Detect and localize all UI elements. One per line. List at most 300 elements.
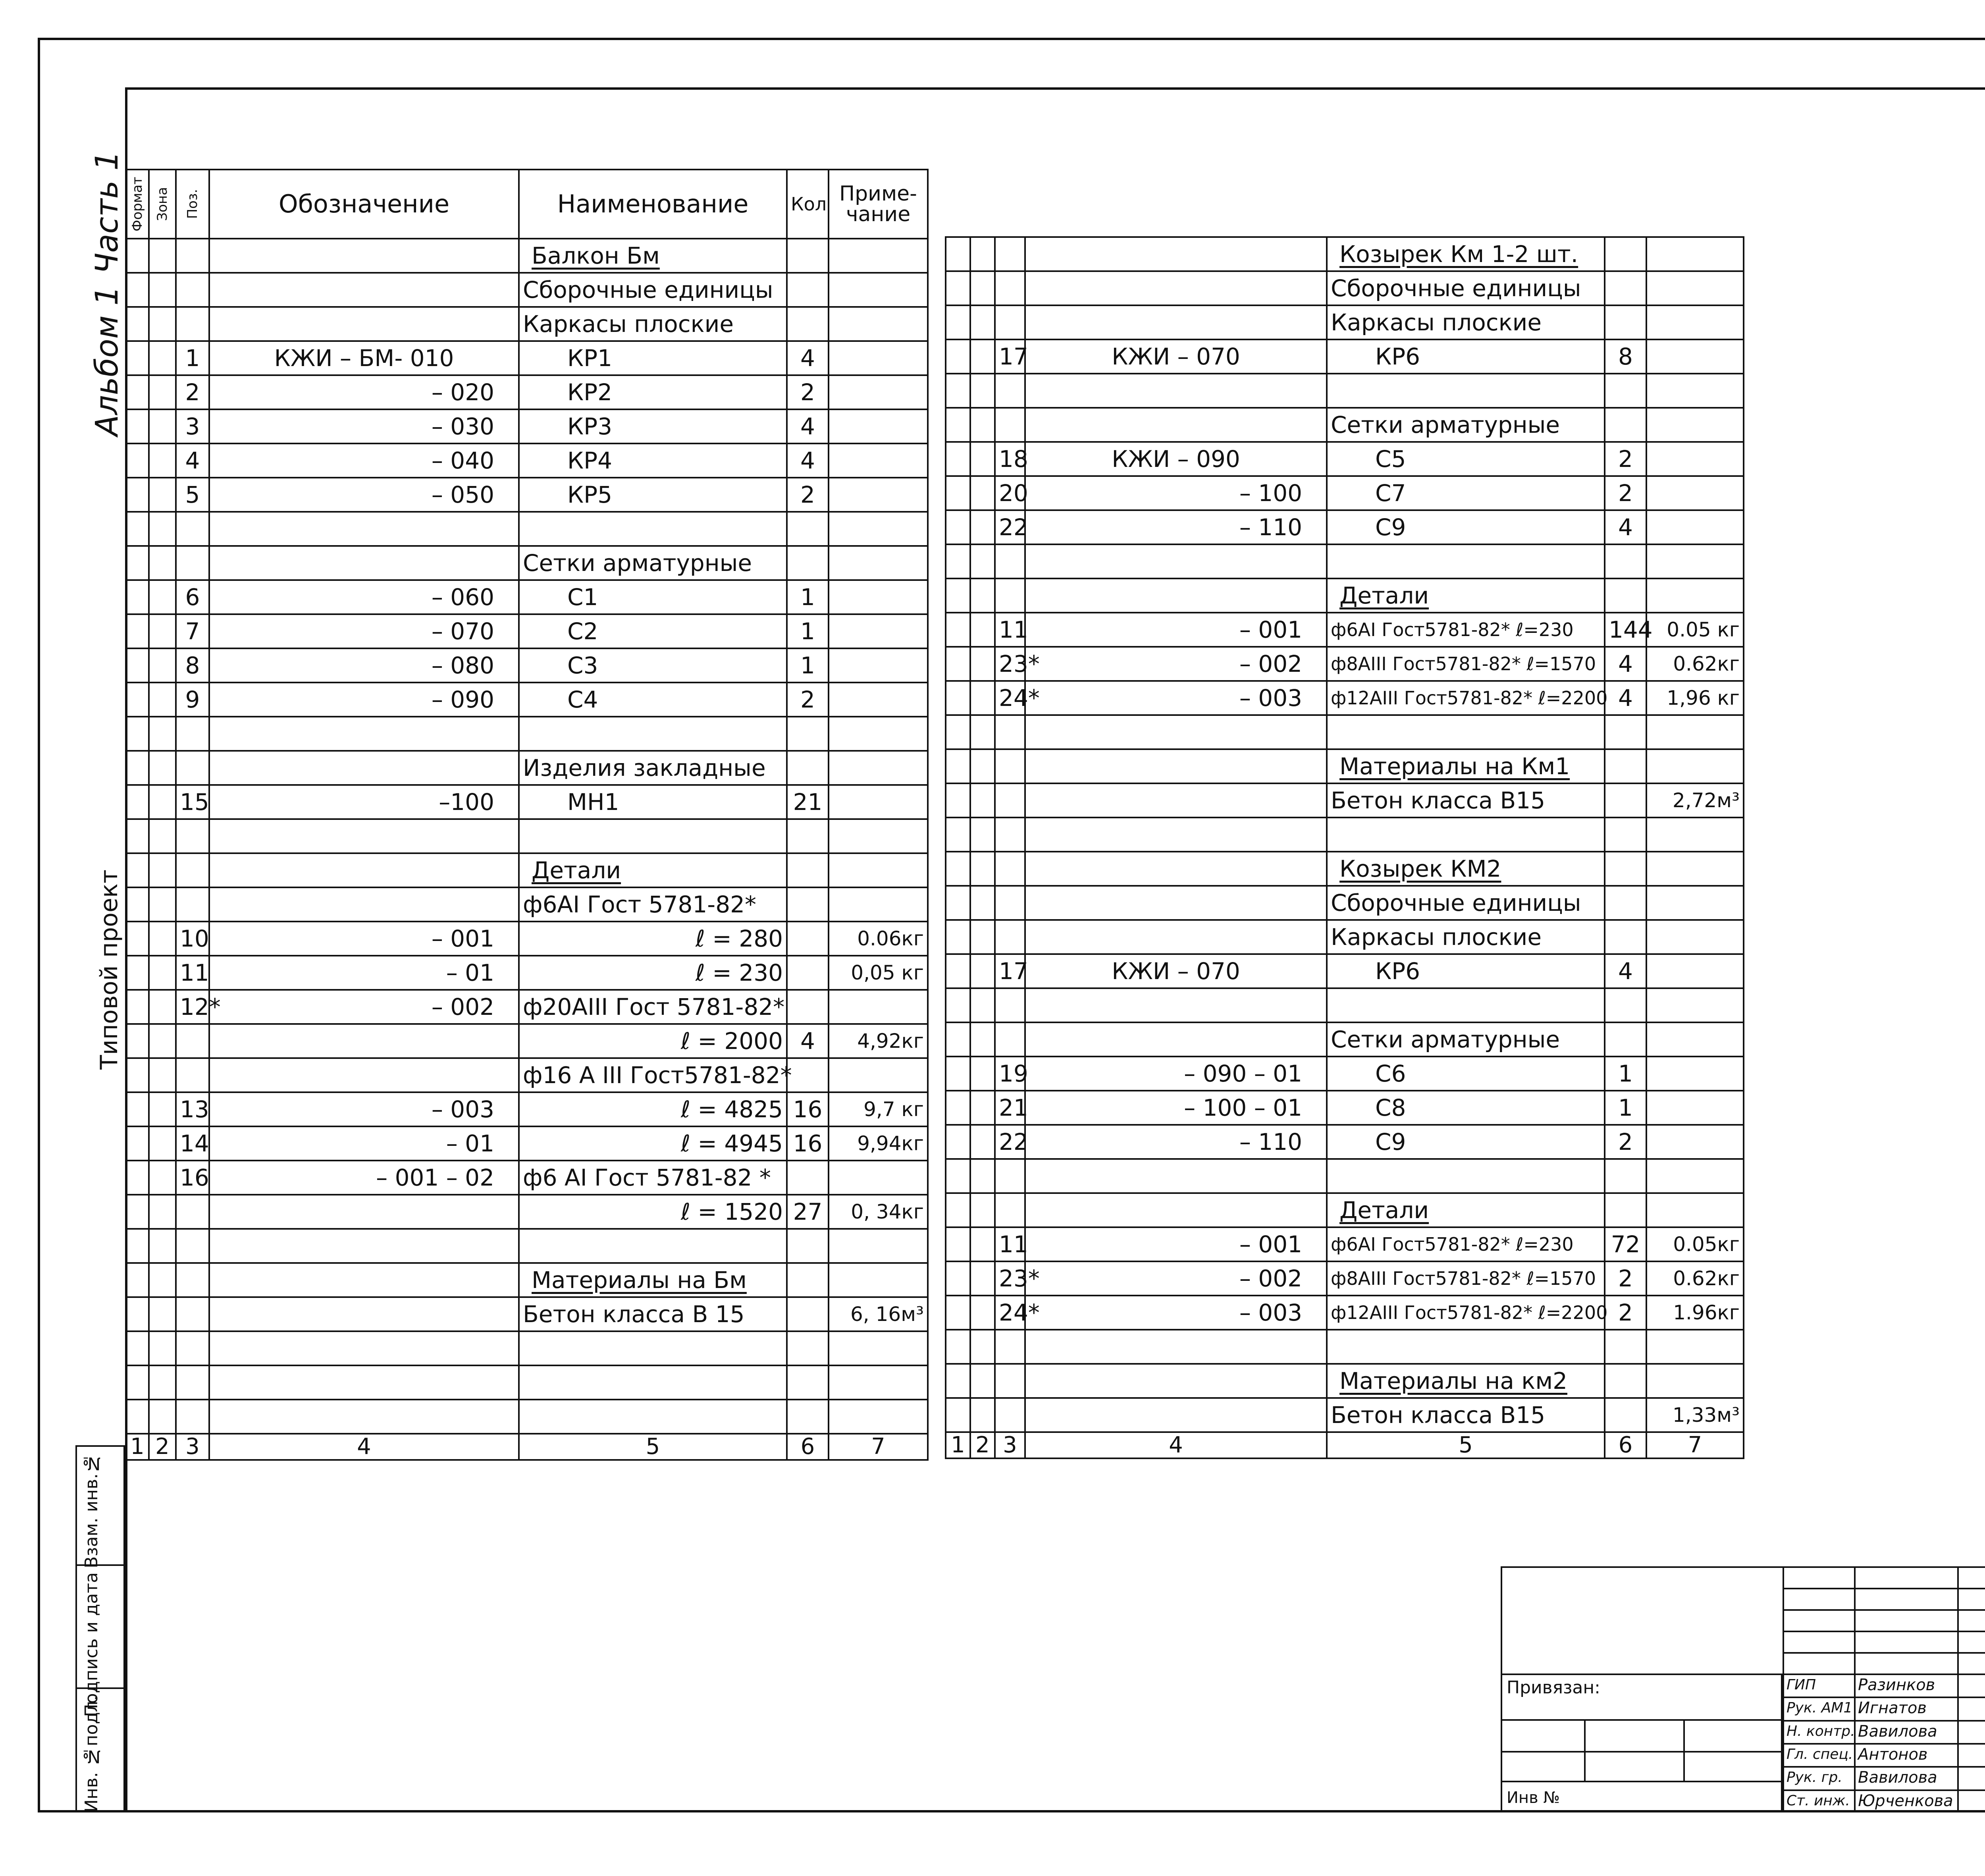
- qty-cell: [787, 512, 829, 546]
- zone-cell: [149, 273, 176, 307]
- pos-cell: [176, 307, 209, 341]
- format-cell: [946, 783, 970, 817]
- qty-cell: 16: [787, 1126, 829, 1161]
- pos-cell: 9: [176, 683, 209, 717]
- name-cell: Сборочные единицы: [519, 273, 787, 307]
- qty-cell: [1605, 271, 1646, 305]
- format-cell: [126, 580, 149, 614]
- name-cell: С8: [1327, 1091, 1605, 1125]
- zone-cell: [149, 956, 176, 990]
- staff-name: Юрченкова: [1858, 1791, 1953, 1810]
- format-cell: [946, 237, 970, 271]
- bound-label: Привязан:: [1507, 1677, 1600, 1698]
- designation-cell: [209, 1400, 519, 1434]
- note-cell: [1646, 1159, 1744, 1193]
- zone-cell: [970, 749, 995, 783]
- pos-cell: [995, 988, 1025, 1022]
- name-cell: Детали: [1327, 578, 1605, 613]
- note-cell: 0.06кг: [829, 922, 928, 956]
- qty-cell: [787, 1263, 829, 1297]
- note-cell: [1646, 237, 1744, 271]
- note-cell: [1646, 374, 1744, 408]
- table-row: [946, 920, 1744, 954]
- note-cell: [829, 785, 928, 819]
- name-cell: [519, 819, 787, 853]
- qty-cell: [1605, 1022, 1646, 1057]
- name-cell: КР4: [519, 443, 787, 478]
- qty-cell: 1: [1605, 1057, 1646, 1091]
- zone-cell: [970, 1091, 995, 1125]
- name-cell: Каркасы плоские: [1327, 920, 1605, 954]
- zone-cell: [149, 1126, 176, 1161]
- pos-cell: [995, 1398, 1025, 1432]
- note-cell: [829, 717, 928, 751]
- zone-cell: [970, 817, 995, 852]
- stamp-sign-label: Подпись и дата: [81, 1572, 102, 1717]
- table-row: [946, 1296, 1744, 1330]
- format-cell: [126, 614, 149, 648]
- footer-number: 6: [1605, 1432, 1646, 1458]
- qty-cell: 2: [1605, 1261, 1646, 1296]
- name-cell: [1327, 715, 1605, 749]
- designation-cell: – 070: [209, 614, 519, 648]
- name-cell: [519, 1400, 787, 1434]
- designation-cell: [1025, 988, 1327, 1022]
- zone-cell: [970, 544, 995, 578]
- name-cell: [1327, 374, 1605, 408]
- designation-cell: – 080: [209, 648, 519, 683]
- format-cell: [946, 749, 970, 783]
- note-cell: [829, 751, 928, 785]
- format-cell: [126, 853, 149, 887]
- format-cell: [126, 1365, 149, 1400]
- format-cell: [946, 1330, 970, 1364]
- zone-cell: [970, 510, 995, 544]
- designation-cell: – 100: [1025, 476, 1327, 510]
- name-cell: КР5: [519, 478, 787, 512]
- designation-cell: КЖИ – 070: [1025, 339, 1327, 374]
- table-row: [946, 544, 1744, 578]
- footer-number: 4: [1025, 1432, 1327, 1458]
- designation-cell: [209, 273, 519, 307]
- zone-cell: [970, 374, 995, 408]
- name-cell: Козырек Км 1-2 шт.: [1327, 237, 1605, 271]
- qty-cell: [787, 307, 829, 341]
- pos-cell: 24*: [995, 1296, 1025, 1330]
- table-row: [126, 512, 928, 546]
- note-cell: 4,92кг: [829, 1024, 928, 1058]
- pos-cell: [176, 819, 209, 853]
- note-cell: [829, 990, 928, 1024]
- qty-cell: 4: [1605, 681, 1646, 715]
- table-row: [126, 1331, 928, 1365]
- note-cell: [1646, 271, 1744, 305]
- pos-cell: [176, 546, 209, 580]
- name-cell: ф12АIII Гост5781-82* ℓ=2200: [1327, 1296, 1605, 1330]
- pos-cell: [995, 1159, 1025, 1193]
- table-row: [946, 817, 1744, 852]
- zone-cell: [970, 1261, 995, 1296]
- format-cell: [126, 443, 149, 478]
- designation-cell: [209, 1263, 519, 1297]
- pos-cell: 13: [176, 1092, 209, 1126]
- name-cell: ℓ = 1520: [519, 1195, 787, 1229]
- qty-cell: 72: [1605, 1227, 1646, 1261]
- header-pos: [176, 170, 209, 239]
- format-cell: [126, 239, 149, 273]
- zone-cell: [970, 1125, 995, 1159]
- designation-cell: – 040: [209, 443, 519, 478]
- qty-cell: [1605, 1364, 1646, 1398]
- zone-cell: [149, 341, 176, 375]
- table-row: [946, 715, 1744, 749]
- qty-cell: 2: [787, 375, 829, 409]
- zone-cell: [970, 476, 995, 510]
- qty-cell: [1605, 783, 1646, 817]
- qty-cell: [1605, 1330, 1646, 1364]
- qty-cell: [1605, 988, 1646, 1022]
- pos-cell: [995, 817, 1025, 852]
- grid-line: [1783, 1588, 1985, 1589]
- format-cell: [946, 817, 970, 852]
- grid-line: [1783, 1674, 1985, 1675]
- name-cell: ф12АIII Гост5781-82* ℓ=2200: [1327, 681, 1605, 715]
- format-cell: [946, 715, 970, 749]
- designation-cell: – 110: [1025, 510, 1327, 544]
- pos-cell: [995, 886, 1025, 920]
- pos-cell: [176, 1331, 209, 1365]
- name-cell: [519, 1229, 787, 1263]
- format-cell: [946, 510, 970, 544]
- name-cell: ℓ = 4825: [519, 1092, 787, 1126]
- zone-cell: [149, 614, 176, 648]
- table-row: [126, 717, 928, 751]
- format-cell: [126, 1400, 149, 1434]
- note-cell: 1,33м³: [1646, 1398, 1744, 1432]
- zone-cell: [149, 580, 176, 614]
- name-cell: Материалы на Км1: [1327, 749, 1605, 783]
- zone-cell: [970, 1193, 995, 1227]
- footer-number: 5: [519, 1434, 787, 1460]
- table-row: [126, 751, 928, 785]
- format-cell: [126, 751, 149, 785]
- qty-cell: [1605, 715, 1646, 749]
- qty-cell: 2: [1605, 442, 1646, 476]
- name-cell: КР6: [1327, 954, 1605, 988]
- note-cell: [829, 819, 928, 853]
- designation-cell: [1025, 715, 1327, 749]
- table-row: [126, 341, 928, 375]
- pos-cell: [176, 853, 209, 887]
- staff-role: ГИП: [1786, 1677, 1816, 1693]
- table-row: [946, 408, 1744, 442]
- footer-row: [126, 1434, 928, 1460]
- table-row: [126, 409, 928, 443]
- table-row: [126, 546, 928, 580]
- name-cell: С5: [1327, 442, 1605, 476]
- format-cell: [946, 647, 970, 681]
- designation-cell: – 003: [1025, 1296, 1327, 1330]
- format-cell: [946, 339, 970, 374]
- name-cell: Бетон класса В 15: [519, 1297, 787, 1331]
- pos-cell: 20: [995, 476, 1025, 510]
- format-cell: [946, 1159, 970, 1193]
- note-cell: 0, 34кг: [829, 1195, 928, 1229]
- pos-cell: [176, 512, 209, 546]
- format-cell: [126, 887, 149, 922]
- name-cell: КР3: [519, 409, 787, 443]
- qty-cell: [787, 1400, 829, 1434]
- name-cell: ℓ = 280: [519, 922, 787, 956]
- pos-cell: 17: [995, 339, 1025, 374]
- zone-cell: [970, 237, 995, 271]
- name-cell: ф6АI Гост5781-82* ℓ=230: [1327, 613, 1605, 647]
- zone-cell: [970, 920, 995, 954]
- footer-number: 7: [1646, 1432, 1744, 1458]
- zone-cell: [970, 1227, 995, 1261]
- designation-cell: [209, 1365, 519, 1400]
- zone-cell: [970, 715, 995, 749]
- name-cell: С9: [1327, 1125, 1605, 1159]
- album-label: Альбом 1: [89, 286, 125, 436]
- note-cell: [829, 580, 928, 614]
- pos-cell: [176, 1297, 209, 1331]
- pos-cell: [995, 544, 1025, 578]
- note-cell: [829, 1263, 928, 1297]
- note-cell: 0,05 кг: [829, 956, 928, 990]
- note-cell: [1646, 1330, 1744, 1364]
- format-cell: [946, 578, 970, 613]
- staff-role: Гл. спец.: [1786, 1746, 1853, 1762]
- zone-cell: [149, 1331, 176, 1365]
- table-row: [126, 990, 928, 1024]
- format-cell: [126, 956, 149, 990]
- qty-cell: 2: [1605, 1296, 1646, 1330]
- pos-cell: [176, 1229, 209, 1263]
- format-cell: [126, 1297, 149, 1331]
- stamp-replace-label: Взам. инв.№: [81, 1453, 102, 1568]
- qty-cell: [1605, 749, 1646, 783]
- designation-cell: [1025, 1398, 1327, 1432]
- format-cell: [946, 374, 970, 408]
- zone-cell: [149, 819, 176, 853]
- table-row: [946, 886, 1744, 920]
- note-cell: [829, 853, 928, 887]
- name-cell: Бетон класса В15: [1327, 1398, 1605, 1432]
- qty-cell: [1605, 305, 1646, 339]
- pos-cell: 17: [995, 954, 1025, 988]
- designation-cell: [1025, 544, 1327, 578]
- qty-cell: [1605, 1398, 1646, 1432]
- designation-cell: [1025, 886, 1327, 920]
- zone-cell: [970, 954, 995, 988]
- qty-cell: 1: [1605, 1091, 1646, 1125]
- designation-cell: [1025, 237, 1327, 271]
- staff-name: Игнатов: [1858, 1699, 1927, 1718]
- designation-cell: [1025, 1364, 1327, 1398]
- qty-cell: [1605, 1193, 1646, 1227]
- qty-cell: 27: [787, 1195, 829, 1229]
- pos-cell: [995, 271, 1025, 305]
- format-cell: [946, 852, 970, 886]
- pos-cell: 19: [995, 1057, 1025, 1091]
- qty-cell: [787, 751, 829, 785]
- table-row: [946, 1364, 1744, 1398]
- zone-cell: [149, 375, 176, 409]
- zone-cell: [970, 1022, 995, 1057]
- name-cell: ℓ = 230: [519, 956, 787, 990]
- table-row: [126, 614, 928, 648]
- grid-line: [1783, 1697, 1985, 1698]
- qty-cell: 8: [1605, 339, 1646, 374]
- zone-cell: [149, 990, 176, 1024]
- table-row: [126, 1229, 928, 1263]
- qty-cell: 144: [1605, 613, 1646, 647]
- format-cell: [126, 1195, 149, 1229]
- header-qty: Кол: [787, 170, 829, 239]
- designation-cell: – 002: [1025, 647, 1327, 681]
- zone-cell: [149, 683, 176, 717]
- note-cell: 0.05кг: [1646, 1227, 1744, 1261]
- format-cell: [126, 990, 149, 1024]
- designation-cell: –100: [209, 785, 519, 819]
- table-row: [126, 956, 928, 990]
- zone-cell: [970, 988, 995, 1022]
- note-cell: [1646, 817, 1744, 852]
- pos-cell: [176, 751, 209, 785]
- name-cell: С2: [519, 614, 787, 648]
- format-cell: [126, 922, 149, 956]
- name-cell: Балкон Бм: [519, 239, 787, 273]
- format-cell: [126, 341, 149, 375]
- zone-cell: [970, 852, 995, 886]
- staff-role: Рук. АМ1: [1786, 1700, 1853, 1716]
- footer-number: 2: [970, 1432, 995, 1458]
- designation-cell: КЖИ – 070: [1025, 954, 1327, 988]
- designation-cell: – 001: [1025, 1227, 1327, 1261]
- note-cell: 1.96кг: [1646, 1296, 1744, 1330]
- pos-cell: [176, 1024, 209, 1058]
- qty-cell: 4: [1605, 510, 1646, 544]
- qty-cell: 4: [787, 443, 829, 478]
- format-cell: [126, 307, 149, 341]
- note-cell: [829, 307, 928, 341]
- name-cell: С7: [1327, 476, 1605, 510]
- format-cell: [126, 1024, 149, 1058]
- name-cell: ф16 А III Гост5781-82*: [519, 1058, 787, 1092]
- format-cell: [126, 409, 149, 443]
- format-cell: [126, 1161, 149, 1195]
- footer-number: 7: [829, 1434, 928, 1460]
- format-cell: [126, 478, 149, 512]
- table-row: [946, 1091, 1744, 1125]
- format-cell: [126, 546, 149, 580]
- zone-cell: [149, 1263, 176, 1297]
- qty-cell: [787, 717, 829, 751]
- zone-cell: [149, 546, 176, 580]
- name-cell: ℓ = 2000: [519, 1024, 787, 1058]
- pos-cell: 4: [176, 443, 209, 478]
- note-cell: [1646, 886, 1744, 920]
- designation-cell: [209, 1058, 519, 1092]
- format-cell: [946, 1091, 970, 1125]
- pos-cell: [995, 920, 1025, 954]
- table-row: [126, 580, 928, 614]
- table-row: [126, 1297, 928, 1331]
- note-cell: [829, 1331, 928, 1365]
- designation-cell: КЖИ – 090: [1025, 442, 1327, 476]
- zone-cell: [970, 681, 995, 715]
- name-cell: Материалы на км2: [1327, 1364, 1605, 1398]
- name-cell: [1327, 544, 1605, 578]
- format-cell: [126, 648, 149, 683]
- name-cell: С9: [1327, 510, 1605, 544]
- note-cell: 0.62кг: [1646, 647, 1744, 681]
- note-cell: [829, 648, 928, 683]
- name-cell: КР6: [1327, 339, 1605, 374]
- note-cell: [829, 273, 928, 307]
- note-cell: [1646, 305, 1744, 339]
- note-cell: [1646, 1091, 1744, 1125]
- name-cell: ф8АIII Гост5781-82* ℓ=1570: [1327, 1261, 1605, 1296]
- table-row: [946, 374, 1744, 408]
- table-row: [946, 1227, 1744, 1261]
- header-zone: [149, 170, 176, 239]
- format-cell: [946, 1261, 970, 1296]
- designation-cell: – 050: [209, 478, 519, 512]
- zone-cell: [149, 1195, 176, 1229]
- designation-cell: [209, 1024, 519, 1058]
- note-cell: 0.62кг: [1646, 1261, 1744, 1296]
- qty-cell: [787, 273, 829, 307]
- zone-cell: [970, 442, 995, 476]
- zone-cell: [970, 408, 995, 442]
- name-cell: С6: [1327, 1057, 1605, 1091]
- qty-cell: [1605, 817, 1646, 852]
- designation-cell: [1025, 1159, 1327, 1193]
- zone-cell: [149, 785, 176, 819]
- table-row: [946, 237, 1744, 271]
- table-row: [946, 749, 1744, 783]
- table-row: [126, 922, 928, 956]
- name-cell: С3: [519, 648, 787, 683]
- note-cell: [1646, 1193, 1744, 1227]
- qty-cell: [787, 887, 829, 922]
- table-row: [946, 783, 1744, 817]
- footer-number: 4: [209, 1434, 519, 1460]
- table-row: [126, 1195, 928, 1229]
- designation-cell: – 003: [1025, 681, 1327, 715]
- qty-cell: [1605, 920, 1646, 954]
- table-row: [126, 819, 928, 853]
- note-cell: [1646, 715, 1744, 749]
- qty-cell: [1605, 886, 1646, 920]
- name-cell: [1327, 1330, 1605, 1364]
- table-row: [946, 476, 1744, 510]
- zone-cell: [970, 271, 995, 305]
- format-cell: [126, 375, 149, 409]
- pos-cell: [995, 1193, 1025, 1227]
- qty-cell: [787, 546, 829, 580]
- designation-cell: [1025, 852, 1327, 886]
- note-cell: 1,96 кг: [1646, 681, 1744, 715]
- pos-cell: 15: [176, 785, 209, 819]
- pos-cell: [995, 408, 1025, 442]
- header-designation: Обозначение: [209, 170, 519, 239]
- designation-cell: – 003: [209, 1092, 519, 1126]
- note-cell: [1646, 749, 1744, 783]
- table-row: [946, 1057, 1744, 1091]
